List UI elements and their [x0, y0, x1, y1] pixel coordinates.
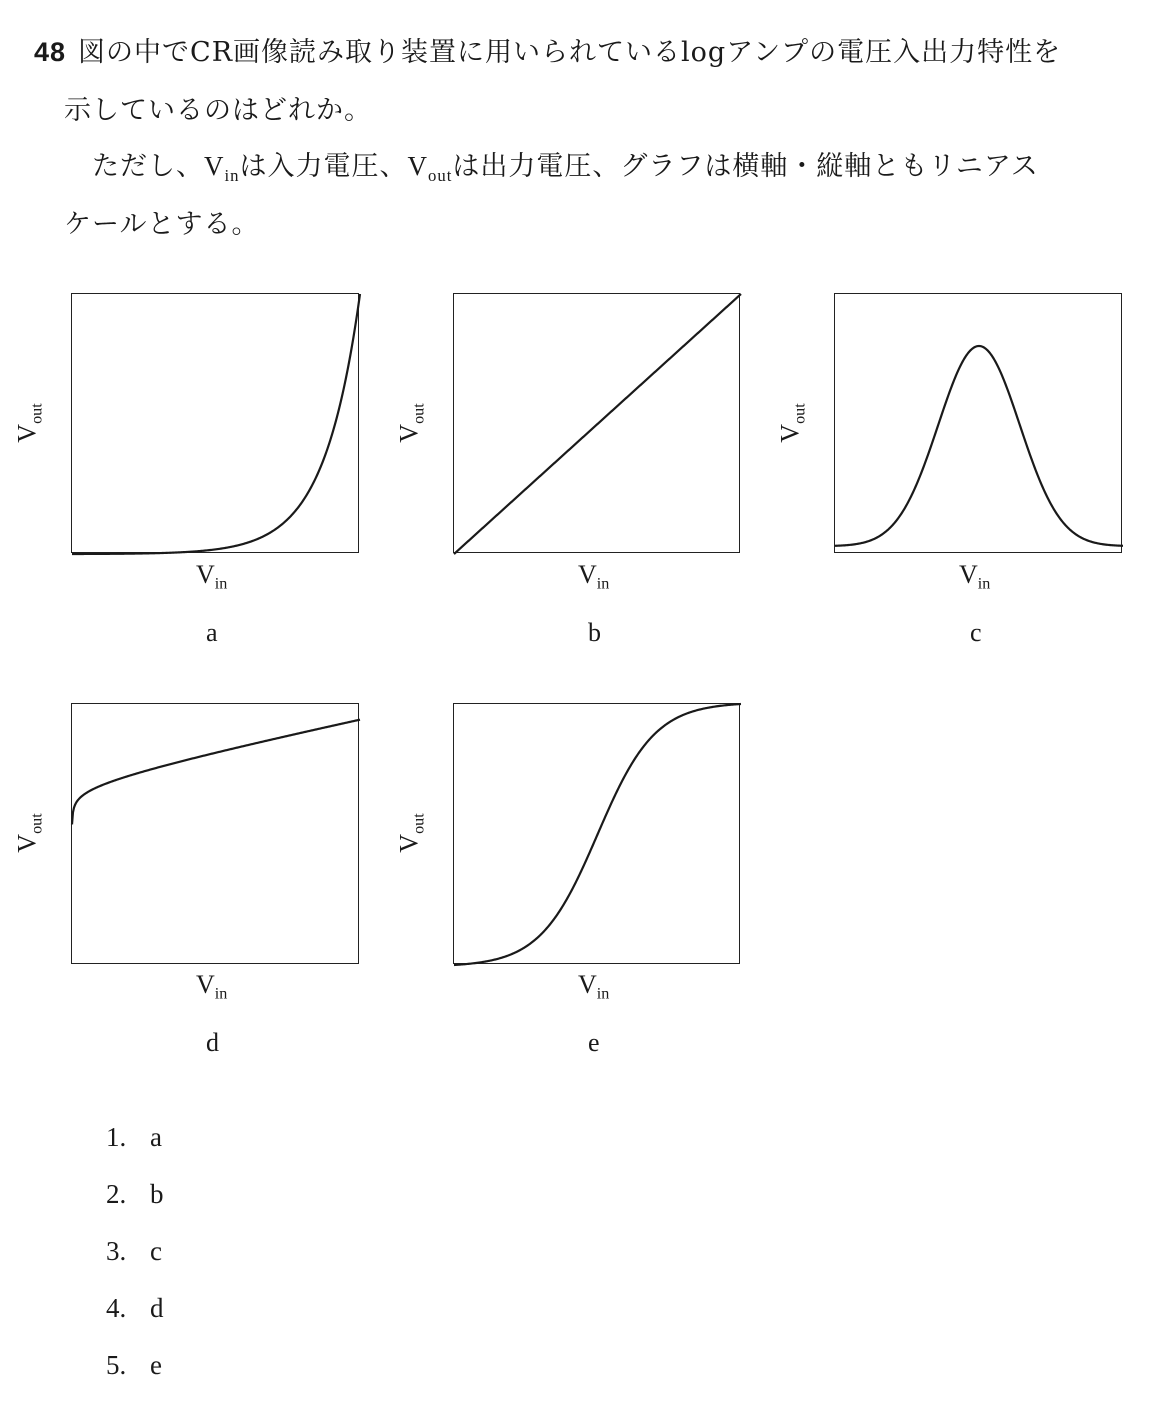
x-axis-label-c: $V_{in}$ [959, 560, 991, 593]
y-axis-label-e: $V_{out}$ [394, 813, 428, 853]
choice-2[interactable]: 2. b [106, 1179, 164, 1209]
curve-a [72, 294, 360, 554]
curve-d [72, 720, 360, 825]
choice-3[interactable]: 3. c [106, 1236, 162, 1266]
curve-c [835, 346, 1123, 546]
plot-area-e [453, 703, 740, 964]
curve-b [454, 294, 741, 554]
x-axis-label-e: $V_{in}$ [578, 970, 610, 1003]
y-axis-label-c: $V_{out}$ [775, 403, 809, 443]
graph-letter-e: e [588, 1028, 600, 1057]
plot-area-d [71, 703, 359, 964]
curve-e [454, 704, 741, 965]
plot-svg-c [835, 294, 1123, 554]
question-line-1 [34, 30, 1061, 69]
plot-svg-a [72, 294, 360, 554]
plot-svg-d [72, 704, 360, 965]
plot-svg-e [454, 704, 741, 965]
y-axis-label-a: $V_{out}$ [12, 403, 46, 443]
question-line-2: 示しているのはどれか。 [64, 95, 372, 126]
graph-letter-c: c [970, 618, 982, 647]
x-axis-label-d: $V_{in}$ [196, 970, 228, 1003]
question-line-3: ただし、$V_{in}$は入力電圧、$V_{out}$は出力電圧、グラフは横軸・縦軸ともリニアス [92, 151, 1039, 185]
choice-4[interactable]: 4. d [106, 1293, 164, 1323]
plot-svg-b [454, 294, 741, 554]
plot-area-b [453, 293, 740, 553]
choice-5[interactable]: 5. e [106, 1350, 162, 1380]
x-axis-label-a: $V_{in}$ [196, 560, 228, 593]
question-text-1: 図の中でCR画像読み取り装置に用いられているlogアンプの電圧入出力特性を [78, 37, 1062, 68]
question-line-4: ケールとする。 [64, 209, 260, 240]
graph-letter-a: a [206, 618, 218, 647]
question-number: 48 [34, 37, 67, 67]
plot-area-a [71, 293, 359, 553]
plot-area-c [834, 293, 1122, 553]
graph-letter-b: b [588, 618, 601, 647]
y-axis-label-b: $V_{out}$ [394, 403, 428, 443]
graph-letter-d: d [206, 1028, 219, 1057]
y-axis-label-d: $V_{out}$ [12, 813, 46, 853]
x-axis-label-b: $V_{in}$ [578, 560, 610, 593]
choice-1[interactable]: 1. a [106, 1122, 162, 1152]
